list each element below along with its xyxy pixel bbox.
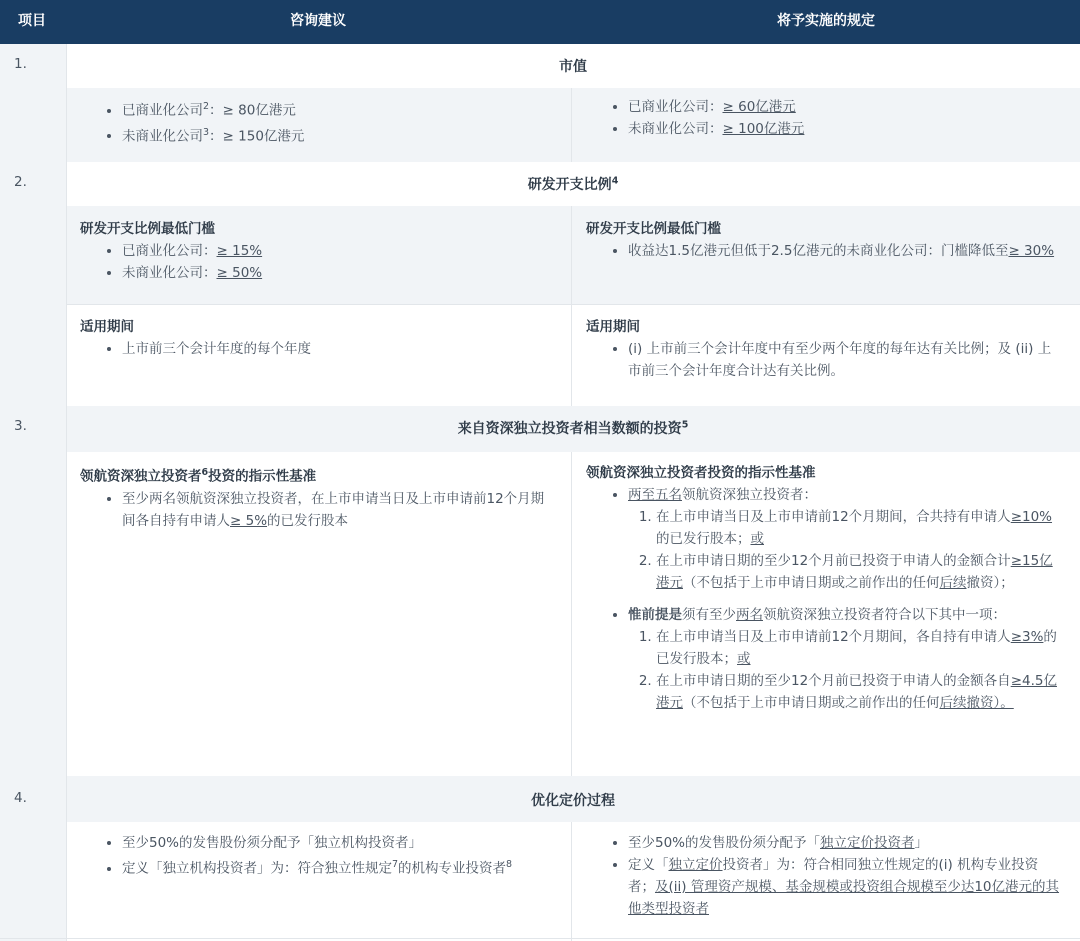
list-item: • 未商业化公司：≥ 100亿港元 <box>628 118 1062 140</box>
section-number: 4. <box>14 790 27 806</box>
cell-heading: 领航资深独立投资者投资的指示性基准 <box>586 465 816 481</box>
row-divider <box>66 304 1080 305</box>
list-item: • 上市前三个会计年度的每个年度 <box>122 338 553 360</box>
list-item: • 已商业化公司$^2$：≥ 80亿港元 <box>122 96 553 122</box>
s2-period-implementation <box>572 316 1080 382</box>
cell-heading: 研发开支比例最低门槛 <box>80 221 215 237</box>
item-column-bg <box>0 406 66 941</box>
table-header <box>0 0 1080 44</box>
s4-implementation-cell <box>572 832 1080 920</box>
list-item: • 未商业化公司：≥ 50% <box>122 262 553 284</box>
sub-list-item: 1. 在上市申请当日及上市申请前12个月期间，合共持有申请人≥10%的已发行股本；或 <box>656 506 1062 550</box>
list-item: • 至少50%的发售股份须分配予「独立机构投资者」 <box>122 832 553 854</box>
section-number: 2. <box>14 174 27 190</box>
section-number: 3. <box>14 418 27 434</box>
cell-heading: 研发开支比例最低门槛 <box>586 221 721 237</box>
list-item: • (i) 上市前三个会计年度中有至少两个年度的每年达有关比例；及 (ii) 上市前三个会计年度合计达有关比例。 <box>628 338 1062 382</box>
header-implementation: 将予实施的规定 <box>777 13 875 29</box>
list-item: • 定义「独立定价投资者」为：符合相同独立性规定的(i) 机构专业投资者；及(ii) 管理资产规模、基金规模或投资组合规模至少达10亿港元的其他类型投资者 <box>628 854 1062 920</box>
section-number: 1. <box>14 56 27 72</box>
s2-period-consultation <box>66 316 571 360</box>
s2-threshold-consultation <box>66 218 571 284</box>
sub-list-item: 1. 在上市申请当日及上市申请前12个月期间，各自持有申请人≥3%的已发行股本；或 <box>656 626 1062 670</box>
cell-heading: 领航资深独立投资者$^6$投资的指示性基准 <box>80 467 317 485</box>
column-divider <box>571 452 572 776</box>
sub-list-item: 2. 在上市申请日期的至少12个月前已投资于申请人的金额各自≥4.5亿港元（不包括于上市申请日期或之前作出的任何后续撤资）。 <box>656 670 1062 714</box>
list-item: • 两至五名领航资深独立投资者： 1. 在上市申请当日及上市申请前12个月期间，合共持有申请人≥10%的已发行股本；或 2. 在上市申请日期的至少12个月前已投资于申请人的金额合计≥15亿港元（不包括于上市申请日期或之前作出的任何后续撤资）； <box>628 484 1062 594</box>
list-item: • 已商业化公司：≥ 60亿港元 <box>628 96 1062 118</box>
section-title-pricing: 优化定价过程 <box>531 793 615 809</box>
list-item: • 定义「独立机构投资者」为：符合独立性规定$^7$的机构专业投资者$^8$ <box>122 854 553 880</box>
list-item: • 惟前提是须有至少两名领航资深独立投资者符合以下其中一项： 1. 在上市申请当日及上市申请前12个月期间，各自持有申请人≥3%的已发行股本；或 2. 在上市申请日期的至少12个月前已投资于申请人的金额各自≥4.5亿港元（不包括于上市申请日期或之前作出的任何后续撤资）。 <box>628 604 1062 714</box>
list-item: • 收益达1.5亿港元但低于2.5亿港元的未商业化公司：门槛降低至≥ 30% <box>628 240 1062 262</box>
header-item: 项目 <box>18 13 46 29</box>
s3-implementation-cell <box>572 462 1080 714</box>
s4-consultation-cell <box>66 832 571 880</box>
s1-consultation-cell <box>66 96 571 147</box>
cell-heading: 适用期间 <box>80 319 134 335</box>
list-item: • 至少50%的发售股份须分配予「独立定价投资者」 <box>628 832 1062 854</box>
s1-implementation-cell <box>572 96 1080 140</box>
column-divider <box>66 44 67 941</box>
s2-threshold-implementation <box>572 218 1080 262</box>
column-divider <box>571 822 572 941</box>
section-title-rd-ratio: 研发开支比例$^4$ <box>527 175 619 193</box>
item-column-bg <box>0 44 66 406</box>
row-divider <box>0 938 1080 939</box>
section-title-market-cap: 市值 <box>559 59 587 75</box>
column-divider <box>571 206 572 406</box>
s3-consultation-cell <box>66 462 571 532</box>
sub-list-item: 2. 在上市申请日期的至少12个月前已投资于申请人的金额合计≥15亿港元（不包括于上市申请日期或之前作出的任何后续撤资）； <box>656 550 1062 594</box>
cell-heading: 适用期间 <box>586 319 640 335</box>
list-item: • 未商业化公司$^3$：≥ 150亿港元 <box>122 122 553 148</box>
section-title-investors: 来自资深独立投资者相当数额的投资$^5$ <box>457 419 689 437</box>
header-consultation: 咨询建议 <box>290 13 346 29</box>
list-item: • 至少两名领航资深独立投资者，在上市申请当日及上市申请前12个月期间各自持有申请人≥ 5%的已发行股本 <box>122 488 553 532</box>
column-divider <box>571 88 572 162</box>
list-item: • 已商业化公司：≥ 15% <box>122 240 553 262</box>
